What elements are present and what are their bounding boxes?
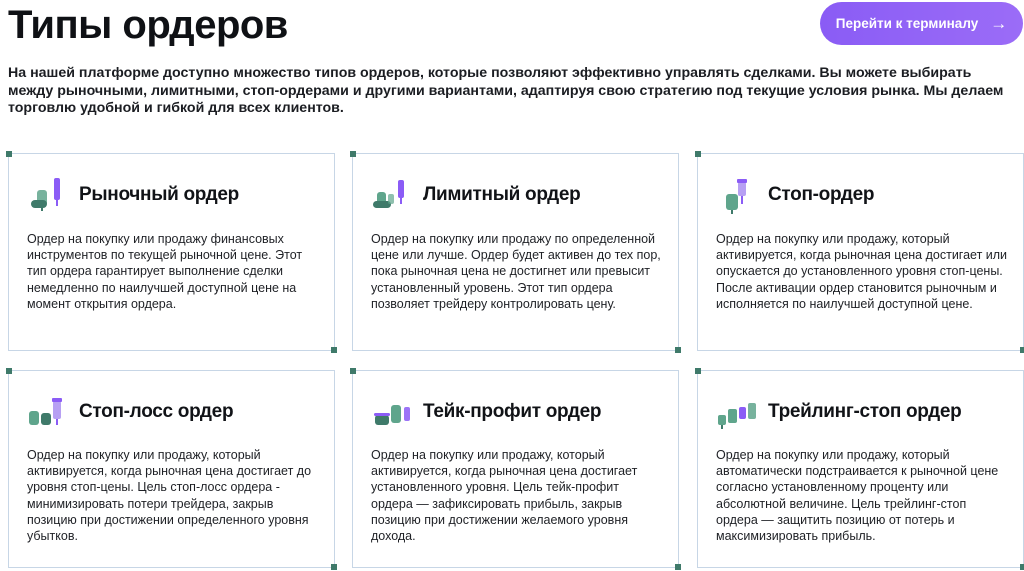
card-description: Ордер на покупку или продажу по определенной цене или лучше. Ордер будет активен до тех пор, пока рыночная цена не достигнет или превысит установленный уровень. Этот тип ордера позволяет трейдеру контролировать цену. <box>371 232 661 311</box>
corner-marker <box>6 151 12 157</box>
card-title: Тейк-профит ордер <box>423 401 602 422</box>
corner-marker <box>695 368 701 374</box>
stop-order-icon <box>716 176 758 214</box>
card-title: Трейлинг-стоп ордер <box>768 401 962 422</box>
stop-loss-icon <box>27 393 69 431</box>
arrow-right-icon: → <box>990 14 1008 33</box>
card-title: Стоп-лосс ордер <box>79 401 234 422</box>
go-to-terminal-button[interactable] <box>820 2 1023 45</box>
order-card-stop <box>697 153 1024 351</box>
corner-marker <box>1020 347 1024 353</box>
limit-order-icon <box>371 176 413 214</box>
card-title: Стоп-ордер <box>768 184 875 205</box>
card-title: Лимитный ордер <box>423 184 581 205</box>
order-card-stop-loss <box>8 370 335 568</box>
corner-marker <box>675 564 681 570</box>
corner-marker <box>331 564 337 570</box>
intro-text: На нашей платформе доступно множество типов ордеров, которые позволяют эффективно управлять сделками. Вы можете выбирать между рыночными, лимитными, стоп-ордерами и другими вариантами, адаптируя свою стратегию под текущие условия рынка. Мы делаем торговлю удобной и гибкой для всех клиентов. <box>8 65 1004 116</box>
page-title: Типы ордеров <box>8 3 288 47</box>
go-to-terminal-label: Перейти к терминалу <box>835 16 979 31</box>
order-card-market <box>8 153 335 351</box>
card-description: Ордер на покупку или продажу финансовых инструментов по текущей рыночной цене. Этот тип ордера гарантирует выполнение сделки немедленно по наилучшей доступной цене на момент открытия ордера. <box>27 232 303 311</box>
card-description: Ордер на покупку или продажу, который активируется, когда рыночная цена достигает или опускается до установленного уровня стоп-цены. После активации ордер становится рыночным и исполняется по наилучшей доступной цене. <box>716 232 1008 311</box>
market-order-icon <box>27 176 69 214</box>
corner-marker <box>350 151 356 157</box>
card-description: Ордер на покупку или продажу, который активируется, когда рыночная цена достигает до уровня стоп-цены. Цель стоп-лосс ордера - минимизировать потери трейдера, закрыв позицию при достижении определенного уровня убытков. <box>27 448 312 544</box>
corner-marker <box>331 347 337 353</box>
corner-marker <box>695 151 701 157</box>
order-card-limit <box>352 153 679 351</box>
take-profit-icon <box>371 393 413 431</box>
card-description: Ордер на покупку или продажу, который автоматически подстраивается к рыночной цене согласно установленному проценту или абсолютной величине. Цель трейлинг-стоп ордера — защитить позицию от потерь и максимизировать прибыль. <box>716 448 999 544</box>
trailing-stop-icon <box>716 393 758 431</box>
corner-marker <box>6 368 12 374</box>
order-card-trailing-stop <box>697 370 1024 568</box>
corner-marker <box>1020 564 1024 570</box>
card-title: Рыночный ордер <box>79 184 239 205</box>
corner-marker <box>675 347 681 353</box>
card-description: Ордер на покупку или продажу, который активируется, когда рыночная цена достигает установленного уровня. Цель тейк-профит ордера — зафиксировать прибыль, закрыв позицию при достижении желаемого уровня дохода. <box>371 448 638 544</box>
corner-marker <box>350 368 356 374</box>
order-card-take-profit <box>352 370 679 568</box>
